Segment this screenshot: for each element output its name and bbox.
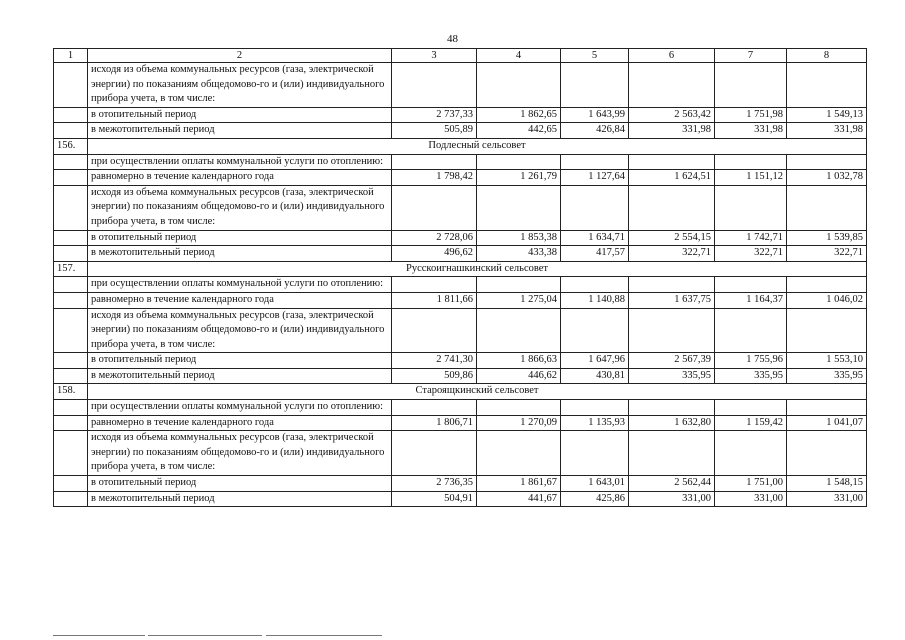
table-row xyxy=(54,246,867,262)
row-number-cell xyxy=(54,185,88,230)
value-cell: 1 135,93 xyxy=(561,415,629,431)
value-cell: 1 548,15 xyxy=(787,476,867,492)
value-cell xyxy=(629,400,715,416)
value-cell xyxy=(561,63,629,108)
value-cell: 1 549,13 xyxy=(787,107,867,123)
table-row xyxy=(54,491,867,507)
section-row xyxy=(54,138,867,154)
value-cell xyxy=(787,277,867,293)
row-number-cell xyxy=(54,476,88,492)
row-number-cell xyxy=(54,368,88,384)
table-row xyxy=(54,476,867,492)
value-cell xyxy=(715,308,787,353)
value-cell xyxy=(477,185,561,230)
value-cell xyxy=(787,63,867,108)
value-cell: 1 806,71 xyxy=(392,415,477,431)
value-cell xyxy=(787,308,867,353)
row-number-cell xyxy=(54,123,88,139)
value-cell: 331,98 xyxy=(787,123,867,139)
value-cell: 2 728,06 xyxy=(392,230,477,246)
row-number-cell xyxy=(54,491,88,507)
value-cell: 1 853,38 xyxy=(477,230,561,246)
value-cell xyxy=(561,431,629,476)
value-cell xyxy=(715,185,787,230)
value-cell xyxy=(787,431,867,476)
row-description: равномерно в течение календарного года xyxy=(88,292,392,308)
row-description: в межотопительный период xyxy=(88,368,392,384)
value-cell: 430,81 xyxy=(561,368,629,384)
value-cell: 1 261,79 xyxy=(477,170,561,186)
value-cell: 504,91 xyxy=(392,491,477,507)
row-number-cell xyxy=(54,170,88,186)
value-cell: 2 736,35 xyxy=(392,476,477,492)
table-row xyxy=(54,154,867,170)
value-cell: 1 032,78 xyxy=(787,170,867,186)
row-number-cell xyxy=(54,431,88,476)
row-description: в отопительный период xyxy=(88,107,392,123)
row-number-cell xyxy=(54,292,88,308)
value-cell: 2 567,39 xyxy=(629,353,715,369)
value-cell: 331,00 xyxy=(787,491,867,507)
row-description: исходя из объема коммунальных ресурсов (газа, электрической энергии) по показаниям общедомово-го и (или) индивидуального прибора учета, в том числе: xyxy=(88,63,392,108)
value-cell: 322,71 xyxy=(715,246,787,262)
column-header: 1 xyxy=(54,49,88,63)
row-description: при осуществлении оплаты коммунальной услуги по отоплению: xyxy=(88,154,392,170)
table-row xyxy=(54,185,867,230)
value-cell: 2 737,33 xyxy=(392,107,477,123)
value-cell xyxy=(392,185,477,230)
value-cell: 1 539,85 xyxy=(787,230,867,246)
table-row xyxy=(54,431,867,476)
value-cell xyxy=(392,63,477,108)
value-cell: 331,98 xyxy=(629,123,715,139)
row-description: равномерно в течение календарного года xyxy=(88,415,392,431)
table-row xyxy=(54,415,867,431)
value-cell: 1 041,07 xyxy=(787,415,867,431)
section-title: Староящкинский сельсовет xyxy=(88,384,867,400)
value-cell xyxy=(715,63,787,108)
value-cell: 1 751,00 xyxy=(715,476,787,492)
value-cell xyxy=(787,185,867,230)
value-cell: 335,95 xyxy=(787,368,867,384)
value-cell xyxy=(715,154,787,170)
value-cell xyxy=(477,400,561,416)
column-header-row xyxy=(54,49,867,63)
value-cell xyxy=(477,431,561,476)
value-cell xyxy=(715,431,787,476)
footer-rule xyxy=(0,635,905,640)
column-header: 3 xyxy=(392,49,477,63)
value-cell xyxy=(561,154,629,170)
row-number-cell xyxy=(54,246,88,262)
row-number-cell xyxy=(54,154,88,170)
value-cell xyxy=(561,400,629,416)
value-cell: 496,62 xyxy=(392,246,477,262)
value-cell xyxy=(629,185,715,230)
row-number-cell xyxy=(54,353,88,369)
table-row xyxy=(54,63,867,108)
value-cell: 335,95 xyxy=(715,368,787,384)
row-description: в межотопительный период xyxy=(88,491,392,507)
value-cell: 509,86 xyxy=(392,368,477,384)
value-cell: 1 127,64 xyxy=(561,170,629,186)
row-description: в отопительный период xyxy=(88,230,392,246)
value-cell: 426,84 xyxy=(561,123,629,139)
row-number-cell xyxy=(54,415,88,431)
value-cell: 1 755,96 xyxy=(715,353,787,369)
value-cell: 1 275,04 xyxy=(477,292,561,308)
row-number-cell xyxy=(54,63,88,108)
value-cell: 1 798,42 xyxy=(392,170,477,186)
value-cell: 2 563,42 xyxy=(629,107,715,123)
page-number: 48 xyxy=(447,33,458,45)
value-cell: 442,65 xyxy=(477,123,561,139)
value-cell: 433,38 xyxy=(477,246,561,262)
value-cell: 1 751,98 xyxy=(715,107,787,123)
section-number: 158. xyxy=(54,384,88,400)
section-number: 156. xyxy=(54,138,88,154)
value-cell xyxy=(561,308,629,353)
value-cell xyxy=(477,63,561,108)
table-row xyxy=(54,123,867,139)
value-cell: 322,71 xyxy=(787,246,867,262)
value-cell: 1 159,42 xyxy=(715,415,787,431)
value-cell: 335,95 xyxy=(629,368,715,384)
value-cell: 1 862,65 xyxy=(477,107,561,123)
column-header: 6 xyxy=(629,49,715,63)
section-title: Русскоигнашкинский сельсовет xyxy=(88,261,867,277)
value-cell xyxy=(715,277,787,293)
table-row xyxy=(54,107,867,123)
value-cell: 322,71 xyxy=(629,246,715,262)
section-row xyxy=(54,384,867,400)
tariff-table xyxy=(53,48,867,507)
value-cell xyxy=(392,277,477,293)
table-row xyxy=(54,170,867,186)
row-description: при осуществлении оплаты коммунальной услуги по отоплению: xyxy=(88,277,392,293)
value-cell xyxy=(715,400,787,416)
value-cell: 1 553,10 xyxy=(787,353,867,369)
section-row xyxy=(54,261,867,277)
value-cell: 1 643,99 xyxy=(561,107,629,123)
value-cell: 1 634,71 xyxy=(561,230,629,246)
row-description: в межотопительный период xyxy=(88,123,392,139)
section-title: Подлесный сельсовет xyxy=(88,138,867,154)
value-cell: 1 643,01 xyxy=(561,476,629,492)
value-cell xyxy=(392,154,477,170)
value-cell: 441,67 xyxy=(477,491,561,507)
row-description: исходя из объема коммунальных ресурсов (газа, электрической энергии) по показаниям общедомово-го и (или) индивидуального прибора учета, в том числе: xyxy=(88,185,392,230)
column-header: 5 xyxy=(561,49,629,63)
table-row xyxy=(54,400,867,416)
value-cell xyxy=(392,400,477,416)
table-row xyxy=(54,230,867,246)
row-number-cell xyxy=(54,277,88,293)
value-cell: 1 624,51 xyxy=(629,170,715,186)
value-cell: 1 164,37 xyxy=(715,292,787,308)
value-cell: 2 554,15 xyxy=(629,230,715,246)
value-cell xyxy=(787,154,867,170)
row-number-cell xyxy=(54,308,88,353)
value-cell: 1 140,88 xyxy=(561,292,629,308)
value-cell: 1 811,66 xyxy=(392,292,477,308)
row-description: в межотопительный период xyxy=(88,246,392,262)
row-description: исходя из объема коммунальных ресурсов (газа, электрической энергии) по показаниям общедомово-го и (или) индивидуального прибора учета, в том числе: xyxy=(88,308,392,353)
value-cell xyxy=(561,277,629,293)
value-cell xyxy=(629,277,715,293)
column-header: 4 xyxy=(477,49,561,63)
value-cell: 1 637,75 xyxy=(629,292,715,308)
column-header: 7 xyxy=(715,49,787,63)
value-cell xyxy=(477,308,561,353)
value-cell xyxy=(561,185,629,230)
row-number-cell xyxy=(54,107,88,123)
value-cell: 1 742,71 xyxy=(715,230,787,246)
section-number: 157. xyxy=(54,261,88,277)
value-cell: 1 270,09 xyxy=(477,415,561,431)
value-cell: 1 866,63 xyxy=(477,353,561,369)
value-cell xyxy=(392,308,477,353)
row-description: равномерно в течение календарного года xyxy=(88,170,392,186)
value-cell xyxy=(629,63,715,108)
table-row xyxy=(54,277,867,293)
value-cell xyxy=(629,308,715,353)
value-cell xyxy=(629,431,715,476)
table-row xyxy=(54,292,867,308)
value-cell xyxy=(477,154,561,170)
value-cell: 1 647,96 xyxy=(561,353,629,369)
value-cell xyxy=(392,431,477,476)
value-cell: 2 741,30 xyxy=(392,353,477,369)
table-row xyxy=(54,308,867,353)
value-cell: 425,86 xyxy=(561,491,629,507)
column-header: 2 xyxy=(88,49,392,63)
value-cell: 1 151,12 xyxy=(715,170,787,186)
value-cell: 331,00 xyxy=(715,491,787,507)
row-number-cell xyxy=(54,230,88,246)
value-cell: 2 562,44 xyxy=(629,476,715,492)
row-description: исходя из объема коммунальных ресурсов (газа, электрической энергии) по показаниям общедомово-го и (или) индивидуального прибора учета, в том числе: xyxy=(88,431,392,476)
value-cell: 505,89 xyxy=(392,123,477,139)
value-cell: 417,57 xyxy=(561,246,629,262)
row-description: в отопительный период xyxy=(88,476,392,492)
value-cell xyxy=(477,277,561,293)
column-header: 8 xyxy=(787,49,867,63)
value-cell: 1 632,80 xyxy=(629,415,715,431)
table-row xyxy=(54,368,867,384)
row-number-cell xyxy=(54,400,88,416)
value-cell: 446,62 xyxy=(477,368,561,384)
value-cell: 1 046,02 xyxy=(787,292,867,308)
table-row xyxy=(54,353,867,369)
row-description: в отопительный период xyxy=(88,353,392,369)
value-cell: 331,98 xyxy=(715,123,787,139)
row-description: при осуществлении оплаты коммунальной услуги по отоплению: xyxy=(88,400,392,416)
value-cell xyxy=(629,154,715,170)
value-cell: 1 861,67 xyxy=(477,476,561,492)
value-cell: 331,00 xyxy=(629,491,715,507)
value-cell xyxy=(787,400,867,416)
